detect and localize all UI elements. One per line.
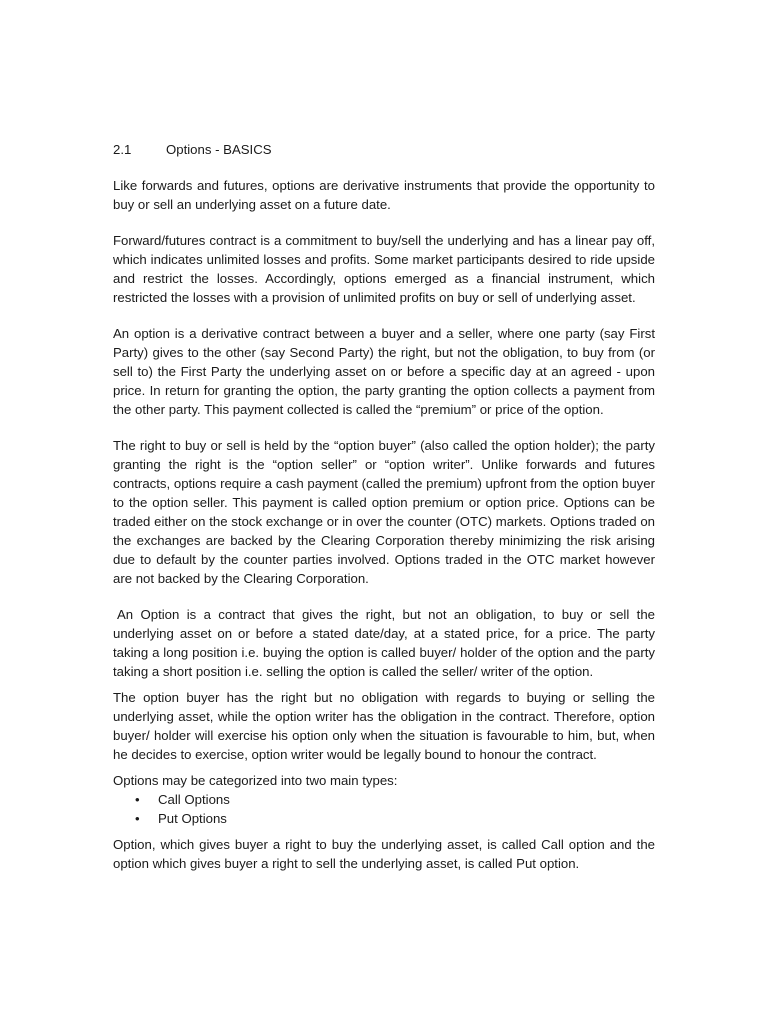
- list-item: [113, 809, 655, 828]
- paragraph-categories: Options may be categorized into two main types:: [113, 773, 398, 788]
- section-title: Options - BASICS: [166, 142, 272, 157]
- paragraph-forward-futures: Forward/futures contract is a commitment to buy/sell the underlying and has a linear pay off, which indicates unlimited losses and profits. Some market participants desired to ride upside and restrict the losses. Accordingly, options emerged as a financial instrument, which restricted the losses with a provision of unlimited profits on buy or sell of underlying asset.: [113, 233, 655, 305]
- paragraph-right-to-buy-sell: The right to buy or sell is held by the “option buyer” (also called the option holder); the party granting the right is the “option seller” or “option writer”. Unlike forwards and futures contracts, options require a cash payment (called the premium) upfront from the option buyer to the option seller. This payment is called option premium or option price. Options can be traded either on the stock exchange or in over the counter (OTC) markets. Options traded on the exchanges are backed by the Clearing Corporation thereby minimizing the risk arising due to default by the counter parties involved. Options traded in the OTC market however are not backed by the Clearing Corporation.: [113, 438, 655, 586]
- list-item-text: Put Options: [158, 811, 227, 826]
- paragraph-option-contract: An Option is a contract that gives the right, but not an obligation, to buy or sell the underlying asset on or before a stated date/day, at a stated price, for a price. The party taking a long position i.e. buying the option is called buyer/ holder of the option and the party taking a short position i.e. selling the option is called the seller/ writer of the option.: [113, 607, 655, 679]
- paragraph-intro: Like forwards and futures, options are derivative instruments that provide the opportunity to buy or sell an underlying asset on a future date.: [113, 178, 655, 212]
- section-number: 2.1: [113, 142, 132, 157]
- list-item: [113, 790, 655, 809]
- section-heading: [113, 140, 655, 159]
- document-page: [113, 140, 655, 890]
- option-types-list: [113, 790, 655, 828]
- list-item-text: Call Options: [158, 792, 230, 807]
- paragraph-option-definition: An option is a derivative contract between a buyer and a seller, where one party (say First Party) gives to the other (say Second Party) the right, but not the obligation, to buy from (or sell to) the First Party the underlying asset on or before a specific day at an agreed - upon price. In return for granting the option, the party granting the option collects a payment from the other party. This payment collected is called the “premium” or price of the option.: [113, 326, 655, 417]
- bullet-icon: •: [135, 811, 140, 826]
- paragraph-call-put-definition: Option, which gives buyer a right to buy the underlying asset, is called Call option and the option which gives buyer a right to sell the underlying asset, is called Put option.: [113, 837, 655, 871]
- paragraph-option-buyer-rights: The option buyer has the right but no obligation with regards to buying or selling the underlying asset, while the option writer has the obligation in the contract. Therefore, option buyer/ holder will exercise his option only when the situation is favourable to him, but, when he decides to exercise, option writer would be legally bound to honour the contract.: [113, 690, 655, 762]
- bullet-icon: •: [135, 792, 140, 807]
